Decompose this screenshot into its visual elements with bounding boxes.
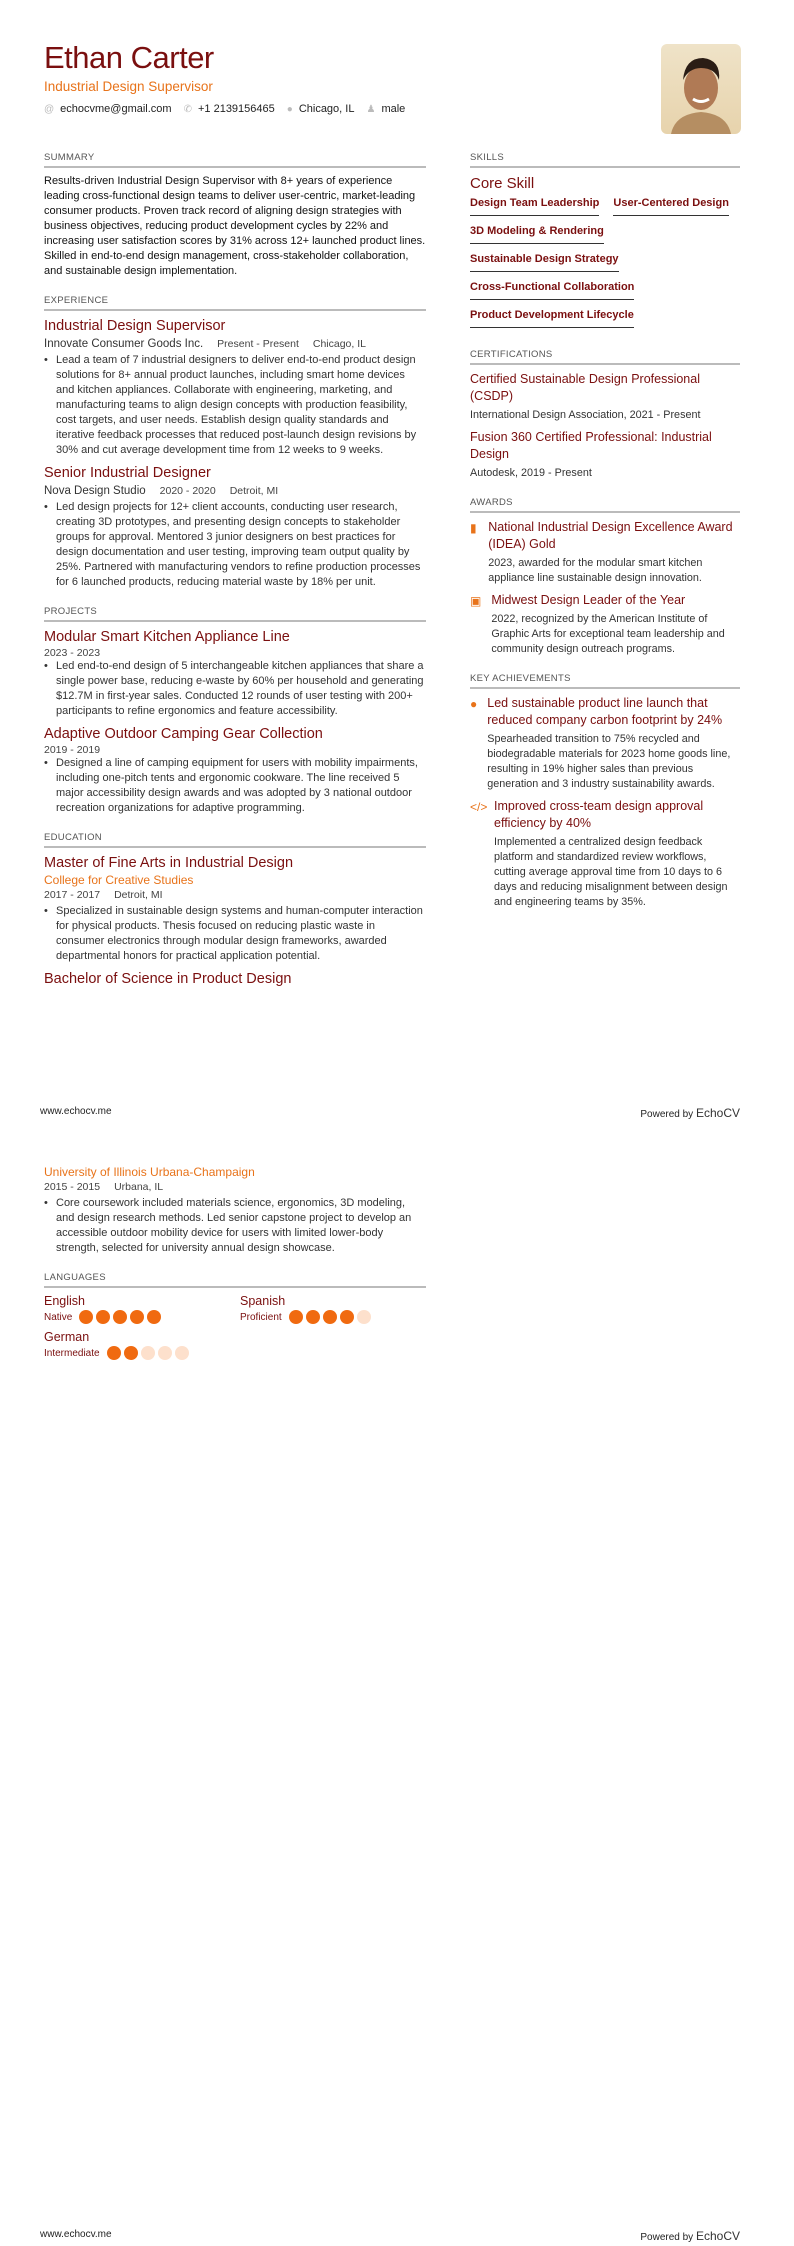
- language-level: Proficient: [240, 1311, 282, 1323]
- skill-tag: 3D Modeling & Rendering: [470, 221, 604, 244]
- skill-tag: Sustainable Design Strategy: [470, 249, 619, 272]
- school: University of Illinois Urbana-Champaign: [44, 1165, 255, 1179]
- proficiency-dot: [289, 1310, 303, 1324]
- education-item: [44, 1165, 426, 1256]
- language-level: Intermediate: [44, 1347, 100, 1359]
- location-icon: ●: [286, 103, 293, 115]
- proficiency-dot: [96, 1310, 110, 1324]
- award-item: [470, 592, 740, 657]
- coin-icon: ●: [470, 697, 478, 711]
- language-item: [240, 1294, 430, 1324]
- skills-section: [470, 152, 740, 333]
- education-item: [44, 854, 426, 964]
- language-name: German: [44, 1330, 90, 1344]
- section-heading: AWARDS: [470, 497, 740, 513]
- email: echocvme@gmail.com: [60, 103, 172, 115]
- skill-group: Core Skill: [470, 175, 535, 192]
- presentation-icon: ▣: [470, 594, 482, 608]
- proficiency-dot: [124, 1346, 138, 1360]
- languages-section: [44, 1272, 426, 1360]
- proficiency-dot: [323, 1310, 337, 1324]
- dates: 2017 - 2017: [44, 889, 101, 901]
- powered-by: Powered by: [640, 2232, 694, 2243]
- bullet: • Core coursework included materials science, ergonomics, 3D modeling, and design research methods. Led senior capstone project to develop an accessible outdoor mobility device for users with limited lower-body strength, selected for university annual design showcase.: [44, 1196, 426, 1256]
- cert-title: Certified Sustainable Design Professional (CSDP): [470, 372, 700, 403]
- proficiency-dot: [130, 1310, 144, 1324]
- person-icon: ♟: [366, 103, 376, 115]
- projects-section: [44, 606, 426, 816]
- contact-row: [44, 103, 426, 115]
- location: Detroit, MI: [114, 889, 163, 901]
- summary-section: [44, 152, 426, 279]
- brand-logo: EchoCV: [695, 2229, 740, 2243]
- proficiency-dot: [357, 1310, 371, 1324]
- award-title: Midwest Design Leader of the Year: [491, 593, 686, 607]
- brand-logo: EchoCV: [695, 1106, 740, 1120]
- proficiency-dot: [158, 1346, 172, 1360]
- education-section: [44, 832, 426, 989]
- achievements-section: [470, 673, 740, 910]
- award-title: National Industrial Design Excellence Award (IDEA) Gold: [488, 520, 733, 551]
- degree: Bachelor of Science in Product Design: [44, 971, 292, 987]
- section-heading: LANGUAGES: [44, 1272, 426, 1288]
- candidate-name: Ethan Carter: [44, 40, 214, 75]
- bullet: • Lead a team of 7 industrial designers to deliver end-to-end product design solutions for 8+ annual product launches, including smart home devices and kitchen appliances. Collaborate with engineering, marketing, and manufacturing teams to align design concepts with production feasibility, cost targets, and user needs. Establish design quality standards and iterative feedback processes that reduced post-launch design revisions by 30% and cut average development time from 12 weeks to 9 weeks.: [44, 353, 426, 458]
- location: Chicago, IL: [298, 103, 355, 115]
- dates: 2023 - 2023: [44, 647, 101, 659]
- proficiency-dot: [141, 1346, 155, 1360]
- footer-site-link[interactable]: www.echocv.me: [40, 2229, 112, 2240]
- company: Nova Design Studio: [44, 485, 146, 497]
- code-icon: </>: [470, 800, 488, 814]
- skill-tag: Product Development Lifecycle: [470, 305, 634, 328]
- section-heading: EDUCATION: [44, 832, 426, 848]
- phone-icon: ✆: [183, 103, 192, 115]
- summary-text: Results-driven Industrial Design Supervisor with 8+ years of experience leading cross-functional design teams to deliver user-centric, market-leading consumer products. Proven track record of aligning design strategies with business objectives, reducing product development cycles by 22% and increasing user satisfaction scores by 31% across 12+ launched product lines. Skilled in end-to-end design management, cross-stakeholder collaboration, and sustainable design implementation.: [44, 175, 426, 277]
- proficiency-dot: [113, 1310, 127, 1324]
- page-footer: [40, 2229, 740, 2243]
- section-heading: PROJECTS: [44, 606, 426, 622]
- skill-tag: Design Team Leadership: [470, 193, 599, 216]
- dates: 2019 - 2019: [44, 744, 101, 756]
- project-title: Modular Smart Kitchen Appliance Line: [44, 629, 290, 645]
- section-heading: EXPERIENCE: [44, 295, 426, 311]
- skill-tag: User-Centered Design: [613, 193, 729, 216]
- achievement-title: Led sustainable product line launch that reduced company carbon footprint by 24%: [487, 696, 723, 727]
- proficiency-dot: [175, 1346, 189, 1360]
- achievement-title: Improved cross-team design approval efficiency by 40%: [494, 799, 704, 830]
- section-heading: CERTIFICATIONS: [470, 349, 740, 365]
- project-title: Adaptive Outdoor Camping Gear Collection: [44, 726, 323, 742]
- job-title: Senior Industrial Designer: [44, 465, 211, 481]
- cert-detail: International Design Association, 2021 - Present: [470, 409, 701, 421]
- bullet: • Specialized in sustainable design systems and human-computer interaction for physical products. Thesis focused on reducing plastic waste in consumer electronics through modular design frameworks, awarded departmental honors for practical application potential.: [44, 904, 426, 964]
- at-icon: @: [44, 103, 55, 115]
- section-heading: SUMMARY: [44, 152, 426, 168]
- dates: 2015 - 2015: [44, 1181, 101, 1193]
- page-footer: [40, 1106, 740, 1120]
- language-level: Native: [44, 1311, 73, 1323]
- proficiency-dot: [79, 1310, 93, 1324]
- resume-page-2: [0, 1123, 794, 2246]
- document-icon: ▮: [470, 521, 477, 535]
- phone: +1 2139156465: [197, 103, 275, 115]
- footer-site-link[interactable]: www.echocv.me: [40, 1106, 112, 1117]
- award-detail: 2022, recognized by the American Institute of Graphic Arts for exceptional team leadership and community design outreach programs.: [491, 613, 725, 655]
- powered-by: Powered by: [640, 1109, 694, 1120]
- language-item: [44, 1294, 240, 1324]
- award-detail: 2023, awarded for the modular smart kitchen appliance line sustainable design innovation.: [488, 557, 703, 584]
- project-item: [44, 628, 426, 719]
- bullet: • Led design projects for 12+ client accounts, conducting user research, creating 3D prototypes, and presenting design concepts to stakeholder groups for approval. Mentored 3 junior designers on best practices for design documentation and user testing, improving team output quality by 25%. Partnered with manufacturing vendors to refine production processes for 6 launched products, reducing material waste by 18% per unit.: [44, 500, 426, 590]
- gender: male: [381, 103, 406, 115]
- cert-title: Fusion 360 Certified Professional: Industrial Design: [470, 430, 712, 461]
- awards-section: [470, 497, 740, 657]
- location: Urbana, IL: [114, 1181, 164, 1193]
- dates: Present - Present: [217, 338, 299, 350]
- award-item: [470, 519, 740, 586]
- skill-tag: Cross-Functional Collaboration: [470, 277, 634, 300]
- job-title: Industrial Design Supervisor: [44, 318, 226, 334]
- proficiency-dot: [107, 1346, 121, 1360]
- candidate-title: Industrial Design Supervisor: [44, 79, 213, 94]
- achievement-detail: Implemented a centralized design feedback platform and standardized review workflows, cutting average approval time from 10 days to 6 days and reducing misalignment between design and engineering teams by 35%.: [494, 836, 728, 908]
- experience-section: [44, 295, 426, 590]
- experience-item: [44, 317, 426, 458]
- achievement-item: [470, 798, 740, 910]
- achievement-item: [470, 695, 740, 792]
- proficiency-dot: [147, 1310, 161, 1324]
- degree: Master of Fine Arts in Industrial Design: [44, 855, 294, 871]
- language-item: [44, 1330, 240, 1360]
- bullet: • Designed a line of camping equipment for users with mobility impairments, including one-pitch tents and ergonomic cookware. The line received 5 major accessibility design awards and was adopted by 3 national outdoor recreation organizations for adaptive programming.: [44, 756, 426, 816]
- header: [44, 40, 426, 115]
- profile-photo: [661, 44, 741, 134]
- language-name: English: [44, 1294, 85, 1308]
- dates: 2020 - 2020: [159, 485, 216, 497]
- experience-item: [44, 464, 426, 590]
- proficiency-dot: [340, 1310, 354, 1324]
- section-heading: KEY ACHIEVEMENTS: [470, 673, 740, 689]
- location: Chicago, IL: [312, 338, 366, 350]
- bullet: • Led end-to-end design of 5 interchangeable kitchen appliances that share a single power base, reducing e-waste by 60% per household and generating $12.7M in first-year sales. Conducted 12 rounds of user testing with 200+ participants to refine ergonomics and feature accessibility.: [44, 659, 426, 719]
- proficiency-dot: [306, 1310, 320, 1324]
- achievement-detail: Spearheaded transition to 75% recycled and biodegradable materials for 2023 home goods line, resulting in 19% higher sales than previous generation and 3 industry sustainability awards.: [487, 733, 731, 790]
- certifications-section: [470, 349, 740, 481]
- cert-detail: Autodesk, 2019 - Present: [470, 467, 592, 479]
- section-heading: SKILLS: [470, 152, 740, 168]
- project-item: [44, 725, 426, 816]
- language-name: Spanish: [240, 1294, 286, 1308]
- location: Detroit, MI: [229, 485, 279, 497]
- company: Innovate Consumer Goods Inc.: [44, 338, 204, 350]
- school: College for Creative Studies: [44, 873, 194, 887]
